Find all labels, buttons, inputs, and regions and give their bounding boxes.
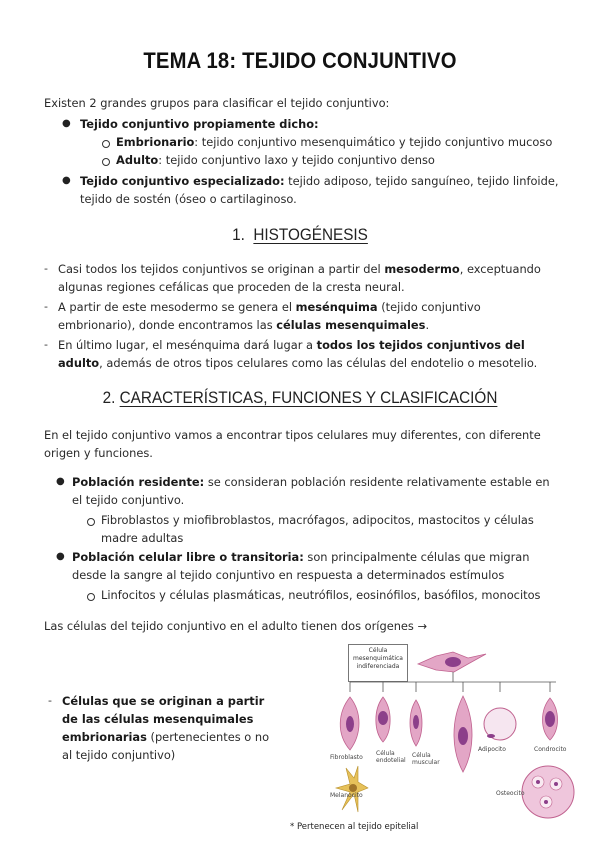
dash-bullet: - — [44, 338, 48, 351]
caption-osteocyte: Osteocito — [496, 790, 525, 797]
caption-adipocyte: Adipocito — [478, 746, 506, 753]
hist-item: A partir de este mesodermo se genera el mesénquima (tejido conjuntivo embrionario), donde encontramos las células mesenquimales. — [58, 300, 481, 332]
section-heading — [30, 388, 570, 408]
section-heading — [30, 225, 570, 245]
page-title: TEMA 18: TEJIDO CONJUNTIVO — [143, 48, 457, 73]
caption-muscle: Célula muscular — [412, 752, 440, 766]
mesenchymal-cell-label: Célula mesenquimática indiferenciada — [348, 644, 408, 682]
caption-chondrocyte: Condrocito — [534, 746, 567, 753]
osteocyte-icon — [522, 766, 574, 818]
hist-item: En último lugar, el mesénquima dará lugar a todos los tejidos conjuntivos del adulto, además de otros tipos celulares como las células del endotelio o mesotelio. — [58, 338, 538, 370]
origins-text: Las células del tejido conjuntivo en el adulto tienen dos orígenes → — [44, 619, 428, 633]
chondrocyte-icon — [543, 698, 558, 740]
section2-intro: En el tejido conjuntivo vamos a encontrar tipos celulares muy diferentes, con diferente origen y funciones. — [44, 428, 541, 460]
subgroup-text: : tejido conjuntivo mesenquimático y tejido conjuntivo mucoso — [194, 135, 553, 149]
footnote: * Pertenecen al tejido epitelial — [290, 822, 419, 832]
fibroblast-icon — [340, 697, 359, 750]
melanocyte-icon — [336, 766, 368, 812]
population-item: Población celular libre o transitoria: son principalmente células que migran desde la sangre al tejido conjuntivo en respuesta a determinados estímulos — [72, 550, 530, 582]
section-title: HISTOGÉNESIS — [253, 225, 368, 244]
group-label: Tejido conjuntivo propiamente dicho: — [80, 117, 319, 131]
origin-item: Células que se originan a partir de las células mesenquimales embrionarias (pertenecientes o no al tejido conjuntivo) — [62, 694, 270, 762]
caption-endothelial: Célula endotelial — [376, 750, 406, 764]
mesenchymal-cell-icon — [418, 652, 486, 672]
dash-bullet: - — [44, 262, 48, 275]
population-sub: Linfocitos y células plasmáticas, neutrófilos, eosinófilos, basófilos, monocitos — [101, 588, 541, 602]
caption-melanocyte: Melanocito — [330, 792, 363, 799]
subgroup-item — [116, 151, 435, 169]
dash-bullet: - — [44, 300, 48, 313]
population-sub: Fibroblastos y miofibroblastos, macrófagos, adipocitos, mastocitos y células madre adultas — [101, 513, 534, 545]
bullet-icon: ● — [56, 551, 65, 562]
group-text: tejido adiposo, tejido sanguíneo, tejido linfoide, tejido de sostén (óseo o cartilaginoso. — [80, 174, 559, 206]
population-item: Población residente: se consideran población residente relativamente estable en el tejido conjuntivo. — [72, 475, 550, 507]
subgroup-text: : tejido conjuntivo laxo y tejido conjuntivo denso — [158, 153, 435, 167]
group-item — [80, 172, 560, 208]
cell-lineage-diagram — [328, 642, 578, 832]
endothelial-cell-icon — [376, 697, 390, 742]
ring-bullet-icon — [102, 140, 110, 148]
intro-text: Existen 2 grandes grupos para clasificar el tejido conjuntivo: — [44, 96, 390, 110]
hist-item: Casi todos los tejidos conjuntivos se originan a partir del mesodermo, exceptuando algunas regiones cefálicas que proceden de la cresta neural. — [58, 262, 541, 294]
muscle-cell-icon — [410, 700, 422, 746]
subgroup-item — [116, 133, 552, 151]
dash-bullet: - — [48, 694, 52, 707]
group-label: Tejido conjuntivo especializado: — [80, 174, 285, 188]
section-title: CARACTERÍSTICAS, FUNCIONES Y CLASIFICACIÓN — [119, 388, 498, 407]
bullet-icon: ● — [62, 118, 71, 129]
ring-bullet-icon — [102, 158, 110, 166]
ring-bullet-icon — [87, 518, 95, 526]
ring-bullet-icon — [87, 593, 95, 601]
section-number: 1. — [232, 225, 245, 244]
bullet-icon: ● — [62, 175, 71, 186]
adipocyte-icon — [484, 708, 516, 740]
subgroup-label: Embrionario — [116, 135, 195, 149]
subgroup-label: Adulto — [116, 153, 159, 167]
section-number: 2. — [102, 388, 116, 407]
bullet-icon: ● — [56, 476, 65, 487]
cell-lineage-figure — [328, 642, 578, 832]
group-item — [80, 115, 319, 133]
caption-fibroblast: Fibroblasto — [330, 754, 363, 761]
spindle-cell-icon — [454, 696, 472, 772]
